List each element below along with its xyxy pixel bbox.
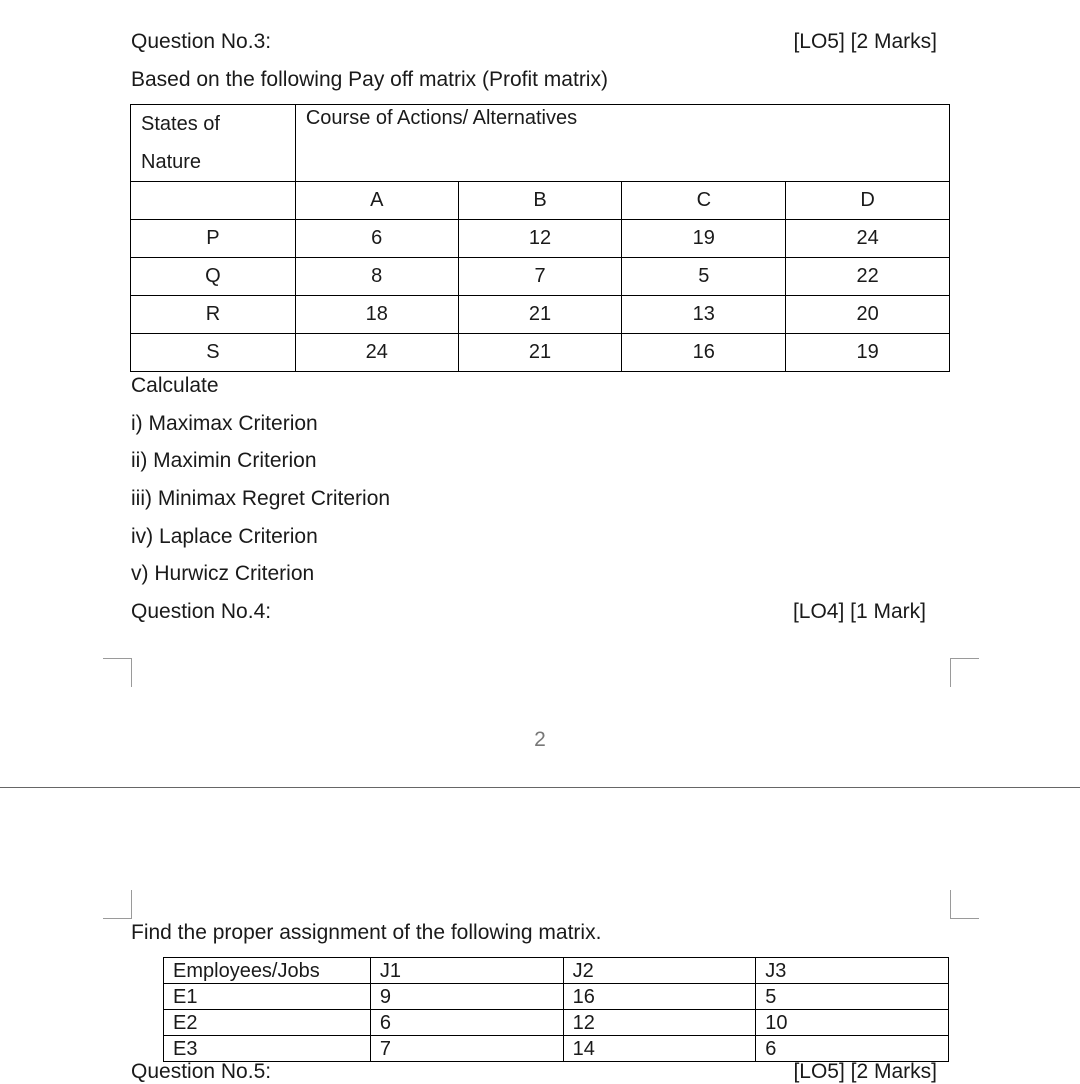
item-text: Laplace Criterion [159, 525, 318, 548]
item-number: ii) [131, 449, 148, 472]
question-3-title: Question No.3: [131, 30, 272, 53]
table-row [164, 984, 949, 1010]
table-header-row [164, 958, 949, 984]
value-cell: 10 [756, 1010, 949, 1036]
question-4-title: Question No.4: [131, 600, 272, 623]
state-cell: R [131, 296, 296, 334]
column-header-d: D [786, 182, 950, 220]
value-cell: 14 [563, 1036, 756, 1062]
question-3-marks: [LO5] [2 Marks] [793, 30, 937, 53]
question-5-title: Question No.5: [131, 1060, 272, 1083]
value-cell: 13 [622, 296, 786, 334]
value-cell: 18 [295, 296, 458, 334]
column-header-b: B [458, 182, 622, 220]
value-cell: 24 [295, 334, 458, 372]
value-cell: 6 [370, 1010, 563, 1036]
criterion-item [131, 562, 314, 586]
question-4-intro: Find the proper assignment of the following matrix. [131, 921, 602, 944]
value-cell: 5 [756, 984, 949, 1010]
table-row [164, 1036, 949, 1062]
criterion-item [131, 412, 318, 436]
value-cell: 21 [458, 334, 622, 372]
question-5-marks: [LO5] [2 Marks] [793, 1060, 937, 1083]
value-cell: 24 [786, 220, 950, 258]
value-cell: 22 [786, 258, 950, 296]
page-break-divider [0, 787, 1080, 788]
value-cell: 9 [370, 984, 563, 1010]
item-number: iv) [131, 525, 154, 548]
value-cell: 19 [786, 334, 950, 372]
criterion-item [131, 487, 390, 511]
value-cell: 6 [295, 220, 458, 258]
value-cell: 5 [622, 258, 786, 296]
criterion-item [131, 525, 318, 549]
item-number: i) [131, 412, 143, 435]
page-number: 2 [534, 728, 546, 751]
table-row [164, 1010, 949, 1036]
employee-cell: E1 [164, 984, 371, 1010]
employee-cell: E3 [164, 1036, 371, 1062]
calculate-label: Calculate [131, 374, 219, 397]
header-cell: J2 [563, 958, 756, 984]
state-cell: Q [131, 258, 296, 296]
item-text: Maximax Criterion [148, 412, 318, 435]
state-cell: P [131, 220, 296, 258]
criterion-item [131, 449, 317, 473]
header-text: Nature [141, 151, 202, 173]
header-cell: J1 [370, 958, 563, 984]
value-cell: 19 [622, 220, 786, 258]
table-header-row [131, 105, 950, 182]
column-header-a: A [295, 182, 458, 220]
header-cell: J3 [756, 958, 949, 984]
table-row [131, 258, 950, 296]
header-text: States of [141, 113, 220, 135]
item-text: Maximin Criterion [153, 449, 317, 472]
column-header-c: C [622, 182, 786, 220]
payoff-matrix-table [130, 104, 950, 372]
value-cell: 8 [295, 258, 458, 296]
value-cell: 7 [370, 1036, 563, 1062]
header-cell: Employees/Jobs [164, 958, 371, 984]
margin-corner-mark [103, 890, 132, 919]
empty-cell [131, 182, 296, 220]
item-text: Minimax Regret Criterion [157, 487, 391, 510]
assignment-matrix-table [163, 957, 949, 1062]
value-cell: 16 [622, 334, 786, 372]
value-cell: 6 [756, 1036, 949, 1062]
item-number: iii) [131, 487, 152, 510]
value-cell: 12 [563, 1010, 756, 1036]
value-cell: 7 [458, 258, 622, 296]
state-cell: S [131, 334, 296, 372]
value-cell: 16 [563, 984, 756, 1010]
margin-corner-mark [103, 658, 132, 687]
states-of-nature-header [131, 105, 296, 182]
item-text: Hurwicz Criterion [154, 562, 315, 585]
course-of-actions-header: Course of Actions/ Alternatives [295, 105, 949, 182]
margin-corner-mark [950, 658, 979, 687]
employee-cell: E2 [164, 1010, 371, 1036]
item-number: v) [131, 562, 149, 585]
value-cell: 21 [458, 296, 622, 334]
value-cell: 12 [458, 220, 622, 258]
table-row [131, 296, 950, 334]
question-3-intro: Based on the following Pay off matrix (Profit matrix) [131, 68, 608, 91]
table-row [131, 334, 950, 372]
table-row [131, 220, 950, 258]
question-4-marks: [LO4] [1 Mark] [792, 600, 926, 623]
value-cell: 20 [786, 296, 950, 334]
margin-corner-mark [950, 890, 979, 919]
table-row [131, 182, 950, 220]
